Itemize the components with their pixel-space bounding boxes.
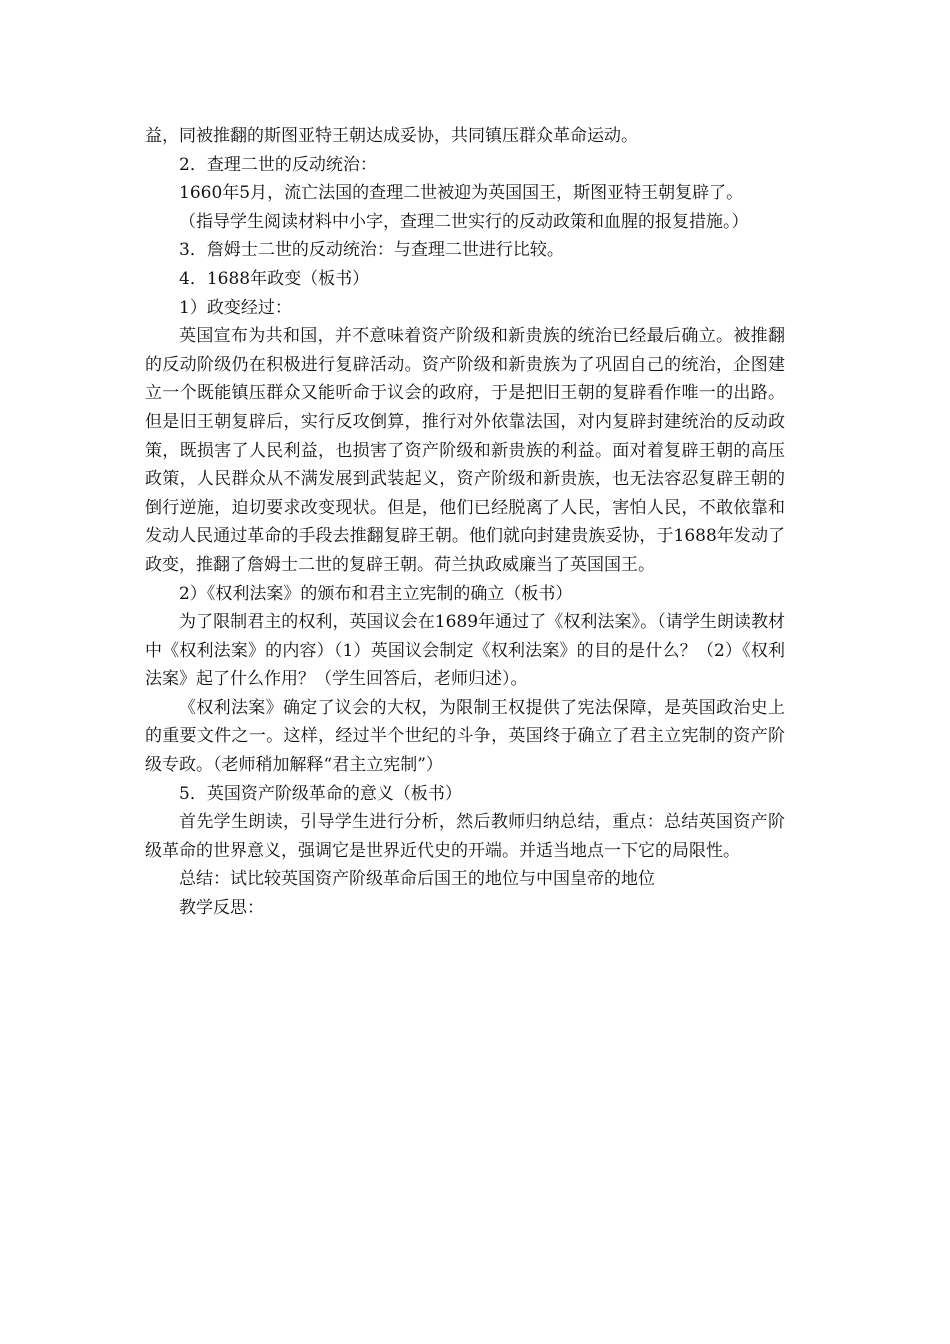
paragraph-bill-of-rights-questions: 为了限制君主的权利，英国议会在1689年通过了《权利法案》。（请学生朗读教材中《权利法案》的内容）（1）英国议会制定《权利法案》的目的是什么？（2）《权利法案》起了什么作用？（学生回答后，老师归述）。 <box>145 612 785 690</box>
subheading-bill-of-rights: 2）《权利法案》的颁布和君主立宪制的确立（板书） <box>179 583 573 604</box>
heading-1688-coup: 4．1688年政变（板书） <box>179 268 370 289</box>
paragraph-continuation: 益，同被推翻的斯图亚特王朝达成妥协，共同镇压群众革命运动。 <box>145 126 638 146</box>
heading-james-ii-rule: 3．詹姆士二世的反动统治：与查理二世进行比较。 <box>179 240 564 261</box>
heading-charles-ii-rule: 2．查理二世的反动统治： <box>179 154 377 175</box>
subheading-coup-process: 1）政变经过： <box>179 297 292 318</box>
paragraph-reading-guidance: （指导学生阅读材料中小字，查理二世实行的反动政策和血腥的报复措施。） <box>179 211 749 232</box>
heading-revolution-significance: 5．英国资产阶级革命的意义（板书） <box>179 783 462 804</box>
paragraph-restoration: 1660年5月，流亡法国的查理二世被迎为英国国王，斯图亚特王朝复辟了。 <box>179 183 744 204</box>
paragraph-summary: 总结：试比较英国资产阶级革命后国王的地位与中国皇帝的地位 <box>179 869 655 890</box>
document-page <box>145 122 785 923</box>
paragraph-teaching-reflection: 教学反思： <box>179 898 264 919</box>
paragraph-coup-details: 英国宣布为共和国，并不意味着资产阶级和新贵族的统治已经最后确立。被推翻的反动阶级仍在积极进行复辟活动。资产阶级和新贵族为了巩固自己的统治，企图建立一个既能镇压群众又能听命于议会的政府，于是把旧王朝的复辟看作唯一的出路。但是旧王朝复辟后，实行反攻倒算，推行对外依靠法国，对内复辟封建统治的反动政策，既损害了人民利益，也损害了资产阶级和新贵族的利益。面对着复辟王朝的高压政策，人民群众从不满发展到武装起义，资产阶级和新贵族，也无法容忍复辟王朝的倒行逆施，迫切要求改变现状。但是，他们已经脱离了人民，害怕人民，不敢依靠和发动人民通过革命的手段去推翻复辟王朝。他们就向封建贵族妥协，于1688年发动了政变，推翻了詹姆士二世的复辟王朝。荷兰执政威廉当了英国国王。 <box>145 326 785 575</box>
paragraph-revolution-analysis: 首先学生朗读，引导学生进行分析，然后教师归纳总结，重点：总结英国资产阶级革命的世界意义，强调它是世界近代史的开端。并适当地点一下它的局限性。 <box>145 812 785 861</box>
paragraph-bill-of-rights-significance: 《权利法案》确定了议会的大权，为限制王权提供了宪法保障，是英国政治史上的重要文件之一。这样，经过半个世纪的斗争，英国终于确立了君主立宪制的资产阶级专政。（老师稍加解释“君主立宪制”） <box>145 697 785 776</box>
